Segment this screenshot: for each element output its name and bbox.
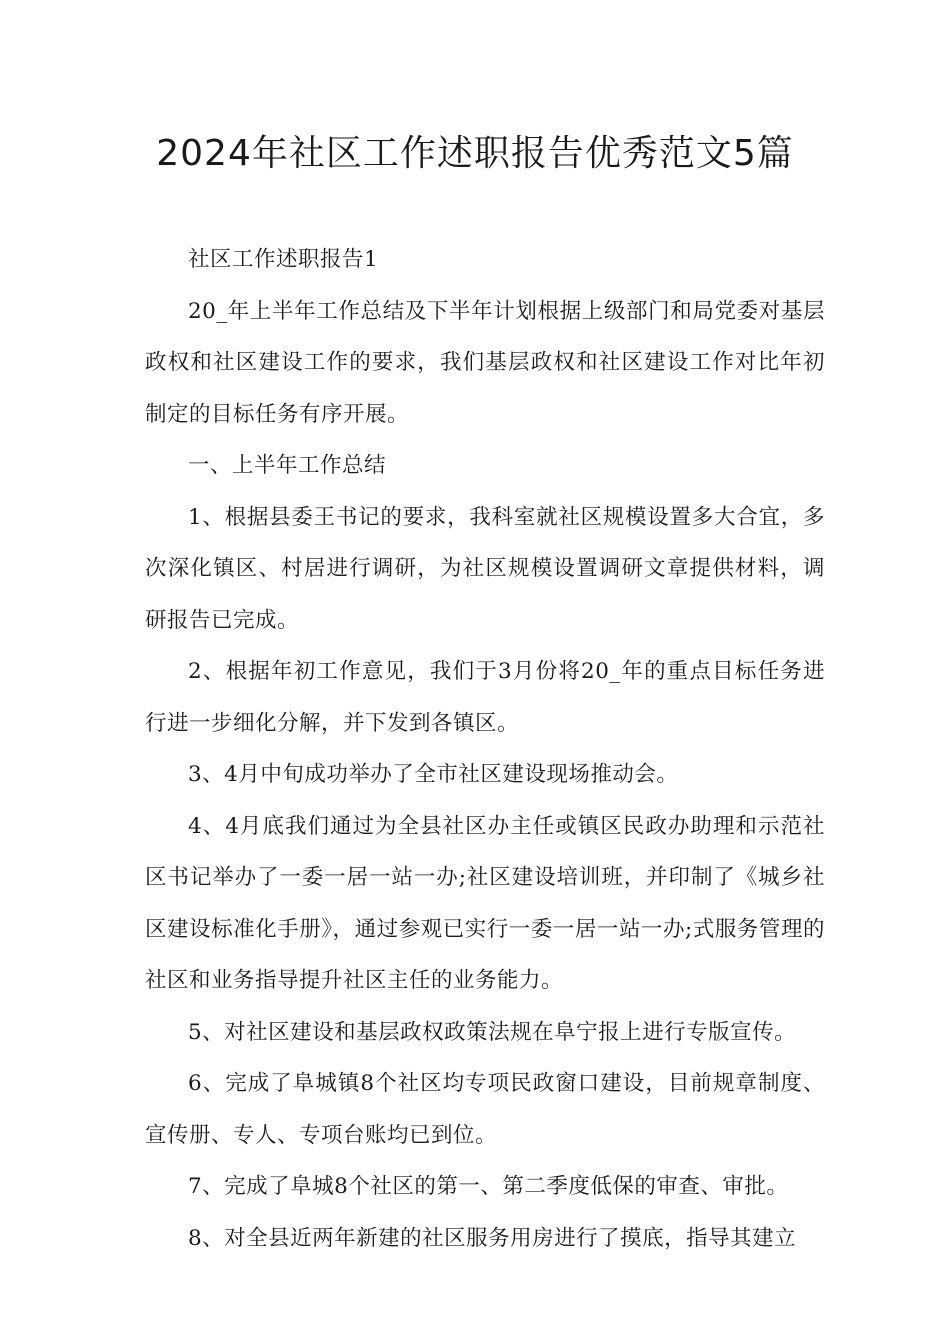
- section-heading: 一、上半年工作总结: [188, 453, 387, 478]
- paragraph: 1、根据县委王书记的要求，我科室就社区规模设置多大合宜，多次深化镇区、村居进行调研，为社区规模设置调研文章提供材料，调研报告已完成。: [145, 504, 825, 633]
- paragraph: 7、完成了阜城8个社区的第一、第二季度低保的审查、审批。: [188, 1174, 789, 1199]
- document-body: [145, 234, 825, 1264]
- paragraph: 3、4月中旬成功举办了全市社区建设现场推动会。: [188, 762, 679, 787]
- paragraph: 4、4月底我们通过为全县社区办主任或镇区民政办助理和示范社区书记举办了一委一居一站一办;社区建设培训班，并印制了《城乡社区建设标准化手册》，通过参观已实行一委一居一站一办;式服务管理的社区和业务指导提升社区主任的业务能力。: [145, 813, 825, 993]
- paragraph: 20_年上半年工作总结及下半年计划根据上级部门和局党委对基层政权和社区建设工作的要求，我们基层政权和社区建设工作对比年初制定的目标任务有序开展。: [145, 298, 825, 427]
- paragraph: 2、根据年初工作意见，我们于3月份将20_年的重点目标任务进行进一步细化分解，并下发到各镇区。: [145, 659, 825, 736]
- paragraph: 6、完成了阜城镇8个社区均专项民政窗口建设，目前规章制度、宣传册、专人、专项台账均已到位。: [145, 1071, 825, 1148]
- document-title: 2024年社区工作述职报告优秀范文5篇: [156, 133, 794, 174]
- paragraph: 5、对社区建设和基层政权政策法规在阜宁报上进行专版宣传。: [188, 1019, 797, 1045]
- paragraph: 8、对全县近两年新建的社区服务用房进行了摸底，指导其建立: [188, 1225, 797, 1251]
- section-heading: 社区工作述职报告1: [188, 247, 379, 272]
